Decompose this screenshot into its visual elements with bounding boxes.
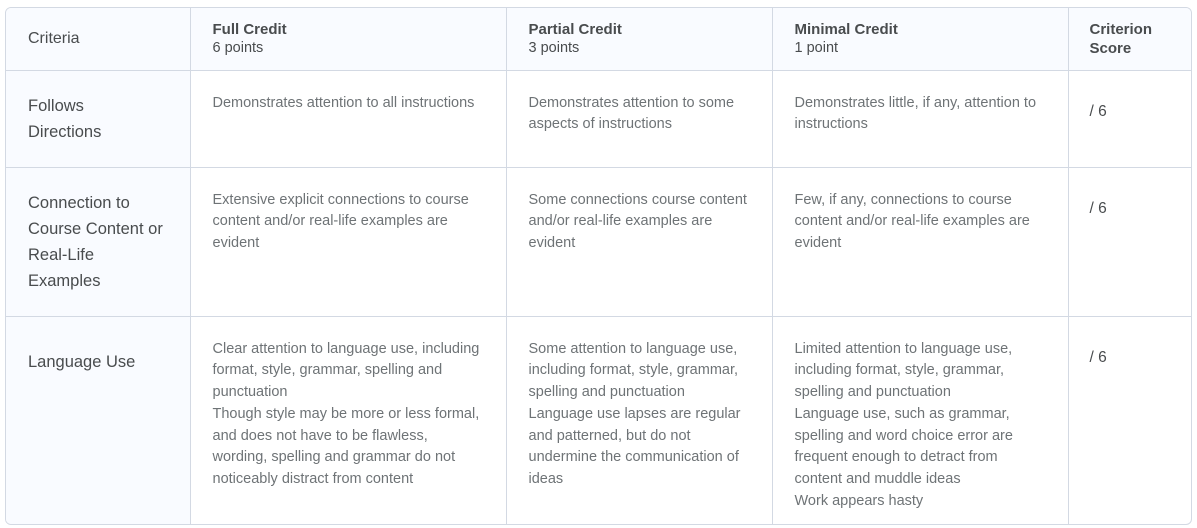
level-points: 1 point (794, 40, 839, 56)
description-paragraph: Clear attention to language use, including format, style, grammar, spelling and punctuation (212, 340, 480, 401)
level-description (772, 316, 1068, 524)
criterion-label: Language Use (28, 352, 136, 371)
score-header-line: Score (1089, 40, 1132, 57)
criterion-name (6, 70, 190, 167)
table-row (6, 316, 1191, 524)
level-header-full-credit (190, 8, 506, 70)
criterion-score: / 6 (1068, 167, 1191, 316)
level-name: Partial Credit (528, 21, 622, 38)
table-row (6, 70, 1191, 167)
header-row (6, 8, 1191, 70)
level-description: Some connections course content and/or real-life examples are evident (506, 167, 772, 316)
level-description: Extensive explicit connections to course content and/or real-life examples are evident (190, 167, 506, 316)
level-header-minimal-credit (772, 8, 1068, 70)
level-header-partial-credit (506, 8, 772, 70)
level-points: 6 points (212, 40, 264, 56)
criterion-name (6, 316, 190, 524)
description-paragraph: Some attention to language use, including format, style, grammar, spelling and punctuation (528, 340, 739, 401)
criterion-name (6, 167, 190, 316)
description-paragraph: Though style may be more or less formal, and does not have to be flawless, wording, spelling and grammar do not noticeably distract from content (212, 405, 480, 488)
level-description: Demonstrates little, if any, attention to instructions (772, 70, 1068, 167)
rubric-grid (6, 8, 1191, 524)
criterion-label: Follows Directions (28, 96, 102, 141)
score-header-line: Criterion (1089, 21, 1153, 38)
level-description: Demonstrates attention to some aspects of instructions (506, 70, 772, 167)
level-description: Demonstrates attention to all instructions (190, 70, 506, 167)
description-paragraph: Limited attention to language use, including format, style, grammar, spelling and punctuation (794, 340, 1013, 401)
level-name: Full Credit (212, 21, 287, 38)
level-description: Few, if any, connections to course content and/or real-life examples are evident (772, 167, 1068, 316)
rubric-table (5, 7, 1192, 525)
level-description (190, 316, 506, 524)
level-name: Minimal Credit (794, 21, 898, 38)
table-row (6, 167, 1191, 316)
criterion-score-header (1068, 8, 1191, 70)
criteria-header: Criteria (6, 8, 190, 70)
criterion-label: Connection to Course Content or Real-Life Examples (28, 193, 163, 290)
level-points: 3 points (528, 40, 580, 56)
description-paragraph: Language use, such as grammar, spelling and word choice error are frequent enough to detract from content and muddle ideas (794, 405, 1013, 488)
description-paragraph: Work appears hasty (794, 493, 924, 510)
description-paragraph: Language use lapses are regular and patterned, but do not undermine the communication of ideas (528, 405, 741, 488)
criterion-score: / 6 (1089, 348, 1107, 366)
level-description (506, 316, 772, 524)
criterion-score: / 6 (1068, 70, 1191, 167)
